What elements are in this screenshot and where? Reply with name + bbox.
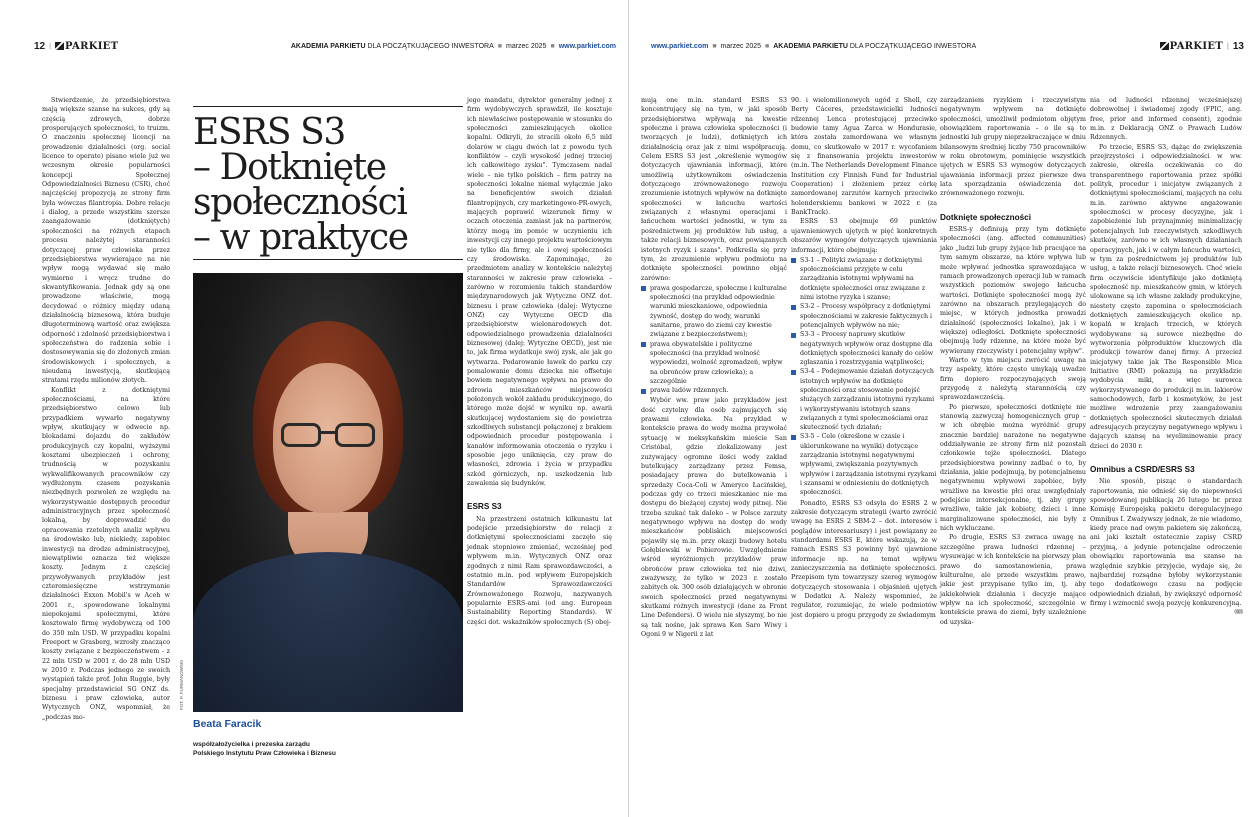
paragraph: mują one m.in. standard ESRS S3 koncentrujący się na tym, w jaki sposób przedsiębiorstwa wpływają na kwestie społeczne i prawa człowieka społeczności (i tworzących je ludzi), dotkniętych ich działalnością oraz jak z nimi współpracują. Celem ESRS S3 jest „określenie wymogów dotyczących ujawniania informacji, które umożliwią użytkownikom oświadczenia dotyczącego zrównoważonego rozwoju zrozumienie istotnych wpływów na dotknięte społeczności w łańcuchu wartości związanych z własnymi operacjami i łańcuchem wartości jednostki, w tym za pośrednictwem jej produktów lub usług, a także relacji biznesowych, oraz powiązanych istotnych ryzyk i szans". Podkreśla się przy tym, że zrozumienie wpływu podmiotu na dotknięte społeczności powinno objąć zarówno: — [641, 97, 787, 282]
paragraph: 90. i wielomilionowych ugód z Shell, czy Berty Cáceres, przedstawicielki ludności rdzennej Lenca protestującej przeciwko budowie tamy Agua Zarca w Hondurasie, która została zamordowana we własnym domu, co skutkowało w 2017 r. wycofaniem się z finansowania projektu inwestorów (m.in. The Netherlands Development Finance Institution czy Finnish Fund for Industrial Cooperation) i złożeniem przez córkę zamordowanej zarzutów karnych przeciwko holenderskiemu bankowi w 2022 r. (za BankTrack). — [791, 97, 937, 217]
website-link[interactable]: www.parkiet.com — [651, 42, 709, 50]
parkiet-logo-icon — [55, 42, 64, 50]
right-page-header — [651, 38, 1244, 54]
left-header-info — [291, 43, 616, 50]
left-page — [0, 0, 628, 817]
paragraph: Na przestrzeni ostatnich kilkunastu lat podejście przedsiębiorstw do relacji z dotkniętymi społecznościami zaczęło się jednak stopniowo zmieniać, wcześniej pod wpływem m.in. Wytycznych ONZ oraz zgodnych z nimi Ram sprawozdawczości, a ostatnio m.in. pod wpływem Europejskich Standardów Sprawozdawczości Zrównoważonego Rozwoju, nazywanych popularnie ESRS-ami (od ang. European Sustainability Reporting Standards). W części dot. wskaźników społecznych (S) obej- — [467, 515, 612, 626]
article-column-2 — [467, 96, 612, 627]
series-title-rest: DLA POCZĄTKUJĄCEGO INWESTORA — [847, 42, 977, 50]
paragraph: Po drugie, ESRS S3 zwraca uwagę na szczególne prawa ludności rdzennej – wysuwając w ich kontekście na pierwszy plan prawo do samostanowienia, prawa kulturalne, ale przede wszystkim prawo, jakie jest przypisane tylko im, tj. aby jakiekolwiek działania i decyzje mające wpływ na ich społeczność, szczególnie w kontekście prawa do ziemi, były uzależnione od uzyska- — [940, 534, 1086, 626]
photo-jacket — [193, 552, 463, 712]
author-role-line: współzałożycielka i prezeska zarządu — [193, 741, 310, 748]
page-number: 12 — [34, 40, 46, 52]
glasses-icon — [281, 423, 375, 447]
article-column-6 — [1090, 96, 1242, 618]
list-item: S3-1 – Polityki związane z dotkniętymi społecznościami przyjęte w celu zarządzania istotnymi wpływami na dotknięte społeczności oraz związane z nimi istotne ryzyka i szanse; — [791, 256, 937, 302]
article-column-5 — [940, 96, 1086, 627]
website-link[interactable]: www.parkiet.com — [558, 42, 616, 50]
paragraph: Wybór ww. praw jako przykładów jest dość czytelny dla osób zajmujących się prawami człowieka. Na przykład w kontekście prawa do wody można przywołać sytuację w meksykańskim mieście San Cristóbal, gdzie zlokalizowany jest zużywający ogromne ilości wody zakład butelkujący zarządzany przez Femsa, posiadający prawa do butelkowania i sprzedaży Coca-Coli w Ameryce Łacińskiej, podczas gdy co trzeci mieszkaniec nie ma dostępu do bieżącej czystej wody pitnej. Nie trzeba szukać tak daleko – w Polsce zarzuty negatywnego wpływu na dostęp do wody mieszkańców pobliskich miejscowości pojawiły się m.in. przy okazji budowy hotelu Gołębiewski w Pobierowie. Uwzględnienie wśród wyróżnionych przykładów praw obrońców praw człowieka też nie dziwi, zważywszy, że tylko w 2023 r. zostało zabitych ok. 300 osób działających w obronie swoich społeczności przed negatywnymi skutkami różnych inwestycji (dane za Front Line Defenders). O wielu nie słyszymy, bo nie są tak nośne, jak sprawa Ken Saro Wiwy i Ogoni 9 w Nigerii z lat — [641, 397, 787, 639]
paragraph: jego mandatu, dyrektor generalny jednej z firm wydobywczych sprawdził, ile kosztuje ich niewłaściwe postępowanie w stosunku do społeczności zamieszkujących okolice kopalni. Odkryli, że stracili około 6,5 mld dolarów w ciągu dwóch lat z powodu tych konfliktów – czyli wysokość jednej trzeciej ich całkowitego zysku". Tymczasem nadal wiele – nie tylko polskich – firm patrzy na społeczności lokalne niemal wyłącznie jako na beneficjentów swoich działań filantropijnych, czy marketingowo-PR-owych, mających poprawić wizerunek firmy w oczach otoczenia zamiast jak na partnerów, którzy mogą im pomóc w uczynieniu ich inwestycji czy innego projektu wartościowym nie tylko dla firmy, ale i owej społeczności czy środowiska. Zapominając, że przedmiotem analizy w kontekście należytej staranności w zakresie praw człowieka – zarówno w rozumieniu takich standardów międzynarodowych jak Wytyczne ONZ dot. biznesu i praw człowieka (dalej: Wytyczne ONZ) czy Wytyczne OECD dla przedsiębiorstw wielonarodowych dot. odpowiedzialnego prowadzenia działalności biznesowej (dalej: Wytyczne OECD), jest nie to, jak firma wydatkuje swój zysk, ale jak go wytwarza. Podarowanie ławek do parku czy pomalowanie domu dziecka nie offsetuje bowiem negatywnego wpływu na prawo do zdrowia mieszkańców miejscowości położonych wokół zakładu produkcyjnego, do którego może dojść w wyniku np. awarii skutkującej wydostaniem się do powietrza szkodliwych substancji połączonej z brakiem odpowiednich procedur postępowania i kanałów informowania otoczenia o ryzyku i sposobie jego uniknięcia, czy praw do własności, zdrowia i życia w przypadku szkód górniczych, np. uszkodzenia lub zawalenia się budynków. — [467, 97, 612, 488]
section-heading-affected-communities: Dotknięte społeczności — [940, 212, 1031, 222]
separator-icon: ■ — [497, 42, 502, 50]
paragraph: Stwierdzenie, że przedsiębiorstwa mają większe szanse na sukces, gdy są częścią zdrowych, dobrze prosperujących społeczności, to truizm. O znaczeniu społecznej licencji na prowadzenie działalności (org. social licence to operate) pisano wiele już we wczesnym okresie popularności koncepcji Społecznej Odpowiedzialności Biznesu (CSR), choć najczęściej propozycją ze strony firm była wówczas filantropia. Dobre relacje i dialog, a przede wszystkim szersze zaangażowanie (dotkniętych) społeczności na różnych etapach procesu należytej staranności dotyczącej praw człowieka przez przedsiębiorstwa wywierające na nie wpływ mogą wydawać się mało wymierne i wręcz trudne do skwantyfikowania. Jednak gdy są one prowadzone właściwie, mogą decydować o różnicy między udaną działalnością biznesową, która buduje długoterminową wartość oraz zwiększa odporność i zdolność przedsiębiorstwa i społeczeństwa do radzenia sobie i dostosowywania się do złożonych zmian środowiskowych i społecznych, a nieudaną inwestycją, skutkującą stratami rzędu milionów złotych. — [42, 97, 170, 385]
paragraph: ESRS-y definiują przy tym dotknięte społeczności (ang. affected communities) jako „ludzi lub grupy żyjące lub pracujące na tym samym obszarze, na które wpływa lub może wpływać jednostka sprawozdająca w ramach prowadzonych operacji lub w ramach wszystkich poziomów swojego łańcucha wartości. Dotknięte społeczności mogą żyć zarówno na obszarach przylegających do miejsc, w których jednostka prowadzi działalność (społeczności lokalne), jak i w większej odległości. Dotknięte społeczności obejmują ludy rdzenne, na które może być wywierany rzeczywisty i potencjalny wpływ". — [940, 226, 1086, 355]
issue-date: marzec 2025 — [720, 42, 762, 50]
paragraph: Konflikt z dotkniętymi społecznościami, na które przedsiębiorstwo celowo lub przypadkiem wywarło negatywny wpływ, skutkujący w odwecie np. blokadami dojazdu do zakładów produkcyjnych czy kopalni, wyższymi kosztami ubezpieczeń i ochrony, trudnością w pozyskaniu wykwalifikowanych pracowników czy wydłużonym czasem pozyskania niezbędnych pozwoleń ze względu na wykorzystywanie dostępnych procedur administracyjnych przez społeczność lokalną, by doprowadzić do opracowania rzetelnych analiz wpływu na środowisko lub, niekiedy, zapobiec inwestycji na drodze administracyjnej, niewątpliwie oznacza też większe koszty. Jednym z częściej przywoływanych przykładów jest czteromiesięczne wstrzymanie działalności Exxon Mobil's w Aceh w 2001 r., spowodowane lokalnymi niepokojami społecznymi, które kosztowało firmę wydobywczą od 100 do 350 mln USD. W przypadku kopalni Freeport w Grasberg, wzrosły znacząco koszty związane z bezpieczeństwem - z 22 mln USD w 2001 r. do 28 mln USD w 2010 r. Podczas jednego ze swoich wystąpień także prof. John Ruggie, były specjalny przedstawiciel SG ONZ ds. biznesu i praw człowieka, autor Wytycznych ONZ, wspomniał, że „podczas mo- — [42, 386, 170, 721]
paragraph — [1090, 477, 1242, 617]
title-line: – Dotknięte — [193, 147, 386, 188]
issue-date: marzec 2025 — [505, 42, 547, 50]
separator-icon: ■ — [765, 42, 770, 50]
paragraph: nia od ludności rdzennej wcześniejszej dobrowolnej i świadomej zgody (FPIC, ang. free, prior and informed consent), zgodnie m.in. z Deklaracją ONZ o Prawach Ludów Rdzennych. — [1090, 97, 1242, 142]
paragraph: ESRS S3 obejmuje 69 punktów ujawnieniowych ujętych w pięć konkretnych obszarów wymogów dotyczących ujawniania informacji, które obejmują: — [791, 218, 937, 254]
title-line: społeczności — [193, 182, 407, 223]
left-page-header — [34, 38, 616, 54]
parkiet-logo: PARKIET — [1169, 40, 1224, 52]
list-item: S3-5 – Cele (określone w czasie i ukierunkowane na wyniki) dotyczące zarządzania istotnymi negatywnymi wpływami, zwiększania pozytywnych wpływów i zarządzania istotnymi ryzykami i szansami w odniesieniu do dotkniętych społeczności. — [791, 432, 937, 497]
title-line: ESRS S3 — [193, 112, 345, 153]
article-title — [193, 112, 463, 258]
list-item: prawa gospodarcze, społeczne i kulturalne społeczności (na przykład odpowiednie warunki mieszkaniowe, odpowiednia żywność, dostęp do wody, warunki sanitarne, prawo do ziemi czy kwestie związane z bezpieczeństwem); — [641, 284, 787, 340]
series-title-rest: DLA POCZĄTKUJĄCEGO INWESTORA — [365, 42, 494, 50]
left-header-brand — [34, 41, 118, 52]
right-header-info — [651, 43, 976, 50]
paragraph: Ponadto, ESRS S3 odsyła do ESRS 2 w zakresie dotyczącym strategii (warto zwrócić uwagę na ESRS 2 SBM-2 – dot. interesów i poglądów interesariuszy) i jest powiązany ze standardami ESRS E, które wskazują, że w ramach ESRS S3 powinny być ujawnione informacje np. na temat wpływu zanieczyszczenia na dotknięte społeczności. Przepisom tym towarzyszy szereg wymogów dotyczących stosowania i objaśnień ujętych w Dodatku A. Należy wspomnieć, że regulator, rozumiejąc, że wiele podmiotów jest dopiero u progu przygody ze świadomym — [791, 499, 937, 619]
divider: | — [49, 42, 51, 50]
parkiet-logo-icon — [1160, 42, 1169, 50]
paragraph: Po pierwsze, społeczności dotknięte nie stanowią zazwyczaj homogenicznych grup – w ich obrębie można wyróżnić grupy znacznie bardziej narażone na negatywne oddziaływanie ze strony firm niż pozostali członkowie tejże społeczności. Dlatego przedsiębiorstwa powinny zadbać o to, by działania, jakie podejmują, by potencjalnemu negatywnemu wpływowi zapobiec, były wrażliwe na kwestie płci oraz uwzględniały podejście intersekcjonalne, tj. aby grupy wrażliwe, takie jak kobiety, dzieci i inne marginalizowane społeczności, nie były z nich wykluczane. — [940, 403, 1086, 533]
series-title — [773, 43, 976, 50]
author-name: Beata Faracik — [193, 718, 262, 730]
article-column-3 — [641, 96, 787, 639]
list-item: S3-3 – Procesy naprawy skutków negatywnych wpływów oraz dostępne dla dotkniętych społeczności kanały do celów zgłaszania i rozstrzygania wątpliwości; — [791, 330, 937, 367]
paragraph-text: Nie sposób, pisząc o standardach raportowania, nie odnieść się do niepewności spowodowanej publikacją 26 lutego br. przez Komisję Europejską pakietu deregulacyjnego Omnibus I. Zważywszy jednak, że nie wiadomo, kiedy prace nad owym pakietem się zakończą, ani jaki kształt ostatecznie zapisy CSRD przyjmą, a jedynie potencjalne odroczenie obowiązku raportowania ma szanse na względnie szybkie przyjęcie, wydaje się, że najbardziej rozsądne byłoby wykorzystanie tego dodatkowego czasu na podjęcie odpowiednich działań, by zwiększyć odporność firmy i wzmocnić swoją pozycję konkurencyjną. — [1090, 478, 1242, 607]
end-of-article-icon: ®® — [1234, 609, 1242, 617]
right-header-brand — [1160, 41, 1244, 52]
paragraph: Warto w tym miejscu zwrócić uwagę na trzy aspekty, które często umykają uwadze firm dopiero rozpoczynających swoją przygodę z należytą starannością czy sprawozdawczością. — [940, 356, 1086, 402]
author-role — [193, 740, 463, 758]
title-line: – w praktyce — [193, 217, 408, 258]
article-title-block — [193, 106, 463, 260]
photo-credit: FOT. P. FURMANOWSKI — [179, 659, 184, 710]
rights-list — [641, 284, 787, 396]
separator-icon: ■ — [550, 42, 555, 50]
separator-icon: ■ — [712, 42, 717, 50]
author-box — [193, 718, 463, 758]
paragraph: zarządzaniem ryzykiem i rzeczywistym negatywnym wpływem na dotknięte społeczności, umożliwił podmiotom objętym obowiązkiem raportowania – o ile są to jednostki lub grupy nieprzekraczające w dniu bilansowym średniej liczby 750 pracowników w roku obrotowym, pominięcie wszystkich ujętych w ESRS S3 wymogów dotyczących ujawniania informacji przez pierwsze dwa lata sporządzania oświadczenia dot. zrównoważonego rozwoju. — [940, 97, 1086, 198]
list-item: S3-2 – Procesy współpracy z dotkniętymi społecznościami w zakresie faktycznych i potencjalnych wpływów na nie; — [791, 302, 937, 330]
author-photo — [193, 273, 463, 712]
parkiet-logo: PARKIET — [64, 40, 119, 52]
right-page — [629, 0, 1258, 817]
article-column-1 — [42, 96, 170, 722]
page-number: 13 — [1232, 40, 1244, 52]
paragraph: Po trzecie, ESRS S3, dążąc do zwiększenia przejrzystości i odpowiedzialności w ww. zakresie, określa oczekiwania co do transparentnego raportowania przez spółki polityk, procedur i inicjatyw związanych z dotkniętymi społecznościami, mających na celu m.in. zarówno aktywne angażowanie społeczności w procesy decyzyjne, jak i zapobieżenie lub przynajmniej minimalizację potencjalnych lub rzeczywistych szkodliwych skutków, zarówno w ich własnych działaniach operacyjnych, jak i w całym łańcuchu wartości, w tym za pośrednictwem jej produktów lub usług, a także relacji biznesowych. Choć wiele firm oczywiście identyfikuje jako dotkniętą społeczność np. mieszkańców gmin, w których ulokowane są ich własne zakłady produkcyjne, niestety często zapomina o społecznościach dotkniętych zamieszkujących okolice np. kopalń w krajach trzecich, w których wydobywane są surowce niezbędne do wytworzenia półproduktów kluczowych dla produkcji towarów danej firmy. A przecież inicjatywy takie jak The Responsible Mica Initiative (RMI) pokazują na przykładzie wydobycia miki, a więc surowca wykorzystywanego do produkcji m.in. lakierów samochodowych, farb i kosmetyków, że jest możliwe wdrożenie przy zaangażowaniu dotkniętych społeczności skutecznych działań adresujących przyczyny negatywnego wpływu i dających szansę na wyeliminowanie pracy dzieci do 2030 r. — [1090, 143, 1242, 450]
series-title-bold: AKADEMIA PARKIETU — [290, 42, 366, 50]
series-title-bold: AKADEMIA PARKIETU — [773, 42, 848, 50]
list-item: prawa ludów rdzennych. — [641, 386, 787, 395]
divider: | — [1227, 42, 1229, 50]
author-role-line: Polskiego Instytutu Praw Człowieka i Biznesu — [193, 750, 336, 757]
list-item: prawa obywatelskie i polityczne społeczności (na przykład wolność wypowiedzi, wolność zgromadzeń, wpływ na obrońców praw człowieka); a szczególnie — [641, 340, 787, 386]
series-title — [291, 43, 494, 50]
article-column-4 — [791, 96, 937, 620]
section-heading-omnibus: Omnibus a CSRD/ESRS S3 — [1090, 465, 1195, 475]
section-heading-esrs-s3: ESRS S3 — [467, 502, 502, 512]
disclosure-list — [791, 256, 937, 498]
list-item: S3-4 – Podejmowanie działań dotyczących istotnych wpływów na dotknięte społeczności oraz stosowanie podejść służących zarządzaniu istotnymi ryzykami i wykorzystywaniu istotnych szans związanych z tymi społecznościami oraz skuteczność tych działań; — [791, 367, 937, 432]
